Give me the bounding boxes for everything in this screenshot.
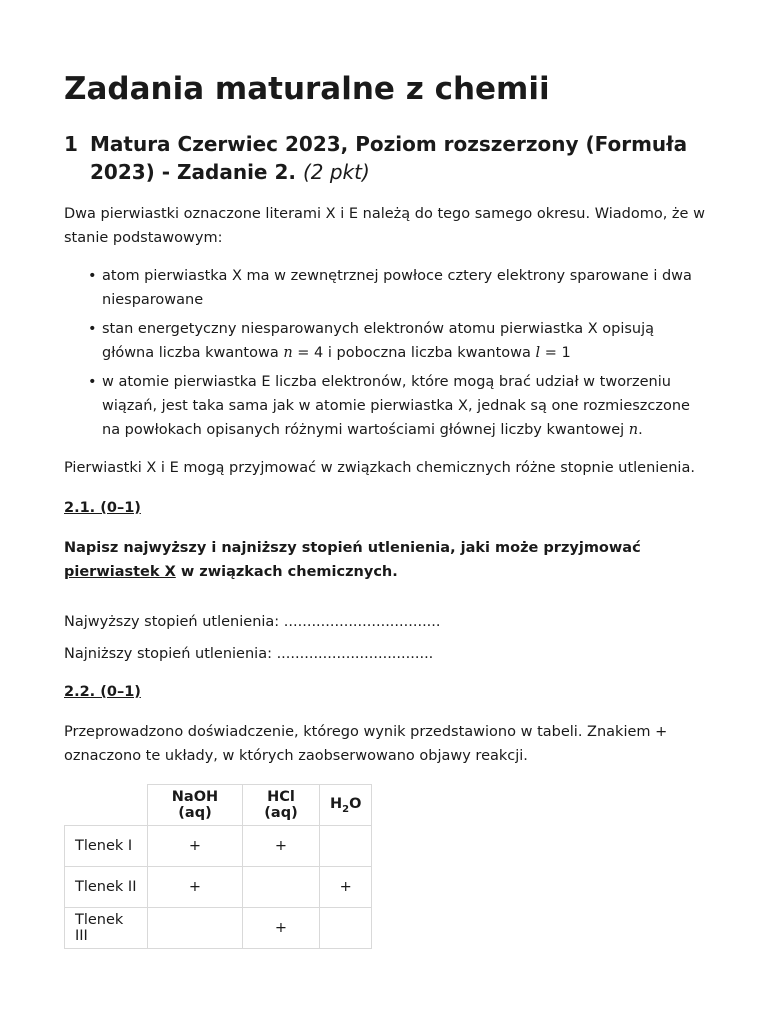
table-cell: + [243, 826, 320, 867]
table-cell [148, 908, 243, 949]
list-item: • atom pierwiastka X ma w zewnętrznej powłoce cztery elektrony sparowane i dwa niesparowane [102, 264, 710, 312]
intro-paragraph: Dwa pierwiastki oznaczone literami X i E należą do tego samego okresu. Wiadomo, że w stanie podstawowym: [64, 206, 705, 246]
question-points: (2 pkt) [302, 160, 370, 184]
math-symbol-l: l [535, 345, 541, 361]
experiment-description: Przeprowadzono doświadczenie, którego wynik przedstawiono w tabeli. Znakiem + oznaczono te układy, w których zaobserwowano objawy reakcji. [64, 724, 668, 764]
highest-oxidation-row [64, 610, 710, 634]
table-cell: + [243, 908, 320, 949]
lowest-oxidation-row [64, 642, 710, 666]
table-header-row [65, 785, 372, 826]
row-label: Tlenek II [65, 867, 148, 908]
table-row [65, 908, 372, 949]
oxidation-note: Pierwiastki X i E mogą przyjmować w związkach chemicznych różne stopnie utlenienia. [64, 460, 695, 476]
results-table [64, 784, 372, 949]
list-item: • stan energetyczny niesparowanych elektronów atomu pierwiastka X opisują główna liczba kwantowa n = 4 i poboczna liczba kwantowa l = 1 [102, 317, 710, 365]
math-symbol-n: n [628, 422, 639, 438]
question-number: 1 [64, 132, 78, 156]
column-header-hcl: HCl (aq) [243, 785, 320, 826]
lowest-oxidation-answer-field[interactable]: .................................. [276, 646, 434, 662]
conditions-list [64, 264, 710, 447]
highest-oxidation-label: Najwyższy stopień utlenienia: [64, 614, 284, 630]
table-cell [243, 867, 320, 908]
table-row [65, 826, 372, 867]
subtask-heading-2-1: 2.1. (0–1) [64, 500, 141, 516]
row-label: Tlenek I [65, 826, 148, 867]
column-header-h2o: $H_2O$ [320, 785, 372, 826]
column-header-naoh: NaOH (aq) [148, 785, 243, 826]
math-symbol-n: n [283, 345, 293, 361]
table-cell: + [148, 867, 243, 908]
table-corner-cell [65, 785, 148, 826]
question-title: Matura Czerwiec 2023, Poziom rozszerzony (Formuła 2023) - Zadanie 2. [90, 132, 688, 184]
table-cell: + [320, 867, 372, 908]
row-label: Tlenek III [65, 908, 148, 949]
subtask-heading-2-2: 2.2. (0–1) [64, 684, 141, 700]
page-title: Zadania maturalne z chemii [64, 71, 550, 107]
list-item: • w atomie pierwiastka E liczba elektronów, które mogą brać udział w tworzeniu wiązań, jest taka sama jak w atomie pierwiastka X, jednak są one rozmieszczone na powłokach opisanych różnymi wartościami głównej liczby kwantowej n. [102, 370, 710, 442]
table-cell: + [148, 826, 243, 867]
lowest-oxidation-label: Najniższy stopień utlenienia: [64, 646, 277, 662]
table-cell [320, 826, 372, 867]
highest-oxidation-answer-field[interactable]: .................................. [283, 614, 441, 630]
question-heading [64, 130, 710, 186]
table-row [65, 867, 372, 908]
subtask-instruction-2-1: Napisz najwyższy i najniższy stopień utlenienia, jaki może przyjmować pierwiastek X w związkach chemicznych. [64, 540, 641, 580]
element-x-emphasis: pierwiastek X [64, 564, 176, 580]
table-cell [320, 908, 372, 949]
